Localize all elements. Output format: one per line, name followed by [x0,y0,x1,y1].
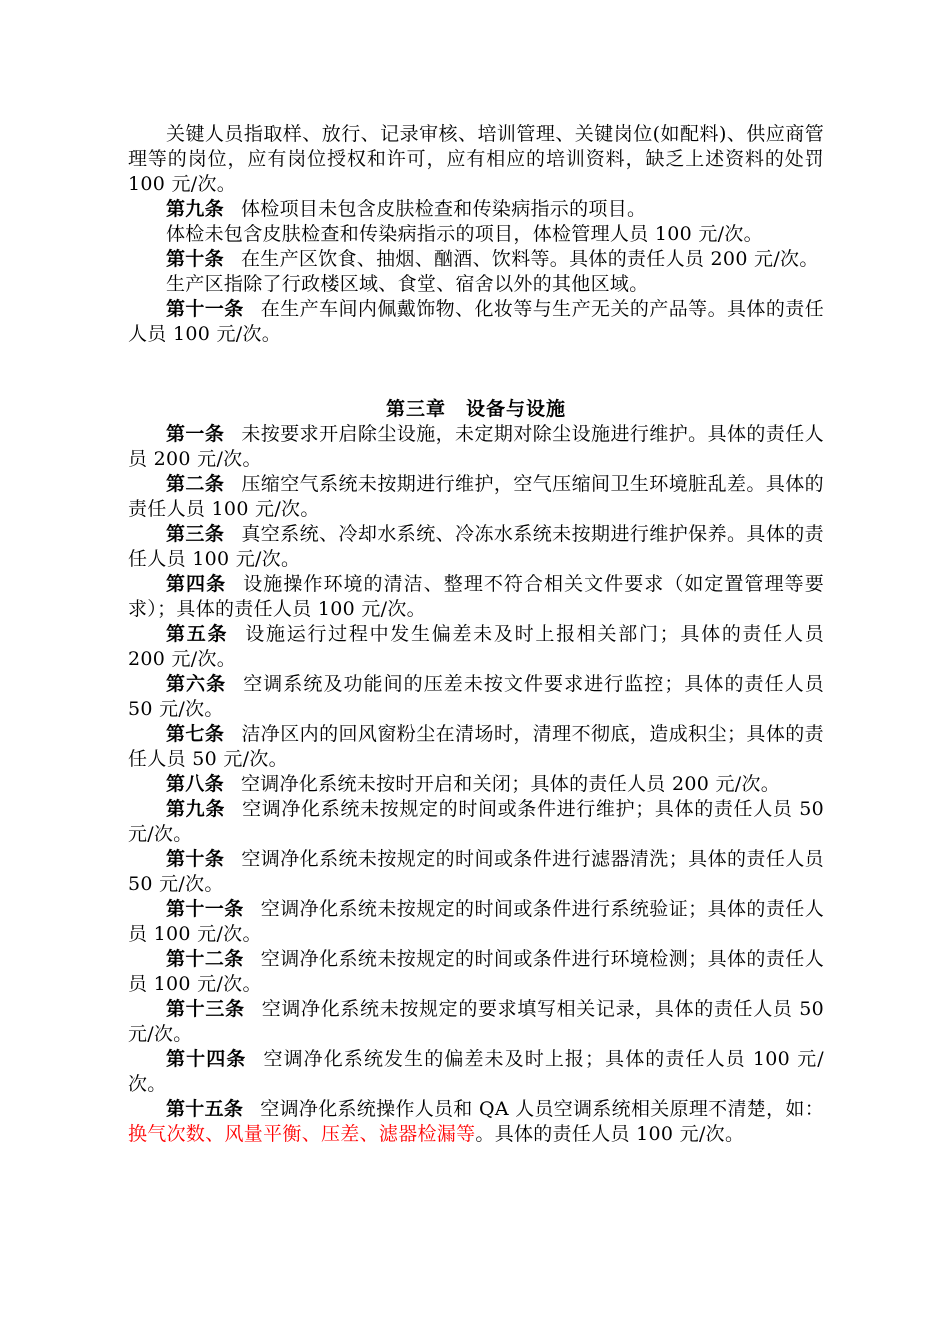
article-body: 空调净化系统未按时开启和关闭；具体的责任人员 200 元/次。 [241,773,781,795]
article-6 [128,672,824,722]
article-body: 未按要求开启除尘设施，未定期对除尘设施进行维护。具体的责任人员 200 元/次。 [128,423,824,470]
article-body: 真空系统、冷却水系统、冷冻水系统未按期进行维护保养。具体的责任人员 100 元/次。 [128,523,824,570]
article-10 [128,847,824,897]
article-body-text: 。具体的责任人员 100 元/次。 [475,1123,745,1145]
article-title: 第十条 [166,848,225,870]
paragraph-key-personnel: 关键人员指取样、放行、记录审核、培训管理、关键岗位(如配料)、供应商管理等的岗位，应有岗位授权和许可，应有相应的培训资料，缺乏上述资料的处罚 100 元/次。 [128,123,824,195]
article-10-note: 生产区指除了行政楼区域、食堂、宿舍以外的其他区域。 [166,273,649,295]
article-body: 设施运行过程中发生偏差未及时上报相关部门；具体的责任人员 200 元/次。 [128,623,825,670]
article-15 [128,1097,824,1147]
article-body: 空调净化系统未按规定的时间或条件进行系统验证；具体的责任人员 100 元/次。 [128,898,824,945]
article-title: 第九条 [166,798,225,820]
article-12 [128,947,824,997]
article-body-text: 空调净化系统操作人员和 QA 人员空调系统相关原理不清楚，如： [260,1098,824,1120]
article-body: 空调净化系统未按规定的时间或条件进行滤器清洗；具体的责任人员 50 元/次。 [128,848,824,895]
article-7 [128,722,824,772]
article-title: 第十一条 [166,298,244,320]
article-11 [128,897,824,947]
article-body: 空调净化系统未按规定的时间或条件进行维护；具体的责任人员 50 元/次。 [128,798,824,845]
article-body: 在生产区饮食、抽烟、酗酒、饮料等。具体的责任人员 200 元/次。 [241,248,819,270]
article-body: 洁净区内的回风窗粉尘在清场时，清理不彻底，造成积尘；具体的责任人员 50 元/次。 [128,723,824,770]
article-13 [128,997,824,1047]
article-title: 第十二条 [166,948,244,970]
article-9-note: 体检未包含皮肤检查和传染病指示的项目，体检管理人员 100 元/次。 [166,223,763,245]
article-title: 第十三条 [166,998,245,1020]
article-title: 第四条 [166,573,227,595]
article-title: 第十五条 [166,1098,244,1120]
article-9 [128,797,824,847]
article-9-prev [128,197,824,222]
article-10-prev [128,247,824,272]
article-1 [128,422,824,472]
article-title: 第八条 [166,773,224,795]
chapter-heading: 第三章 设备与设施 [385,398,566,420]
article-title: 第三条 [166,523,225,545]
article-title: 第五条 [166,623,229,645]
article-3 [128,522,824,572]
document-body [128,122,824,1147]
article-title: 第十条 [166,248,224,270]
article-title: 第六条 [166,673,227,695]
article-body: 压缩空气系统未按期进行维护，空气压缩间卫生环境脏乱差。具体的责任人员 100 元/次。 [128,473,824,520]
article-title: 第十四条 [166,1048,247,1070]
article-5 [128,622,824,672]
article-14 [128,1047,824,1097]
article-body: 体检项目未包含皮肤检查和传染病指示的项目。 [241,198,647,220]
article-title: 第十一条 [166,898,244,920]
article-body: 设施操作环境的清洁、整理不符合相关文件要求（如定置管理等要求）；具体的责任人员 100 元/次。 [128,573,824,620]
article-title: 第七条 [166,723,225,745]
article-11-prev [128,297,824,347]
article-body: 空调净化系统未按规定的时间或条件进行环境检测；具体的责任人员 100 元/次。 [128,948,824,995]
article-body: 空调净化系统发生的偏差未及时上报；具体的责任人员 100 元/次。 [128,1048,825,1095]
article-8 [128,772,824,797]
article-title: 第一条 [166,423,225,445]
article-body: 空调净化系统未按规定的要求填写相关记录，具体的责任人员 50 元/次。 [128,998,825,1045]
article-body: 空调系统及功能间的压差未按文件要求进行监控；具体的责任人员 50 元/次。 [128,673,824,720]
article-title: 第二条 [166,473,225,495]
article-body: 在生产车间内佩戴饰物、化妆等与生产无关的产品等。具体的责任人员 100 元/次。 [128,298,824,345]
article-2 [128,472,824,522]
highlight-text: 换气次数、风量平衡、压差、滤器检漏等 [128,1123,476,1145]
section-spacer [128,347,824,397]
article-4 [128,572,824,622]
article-title: 第九条 [166,198,224,220]
chapter-articles [128,422,824,1097]
